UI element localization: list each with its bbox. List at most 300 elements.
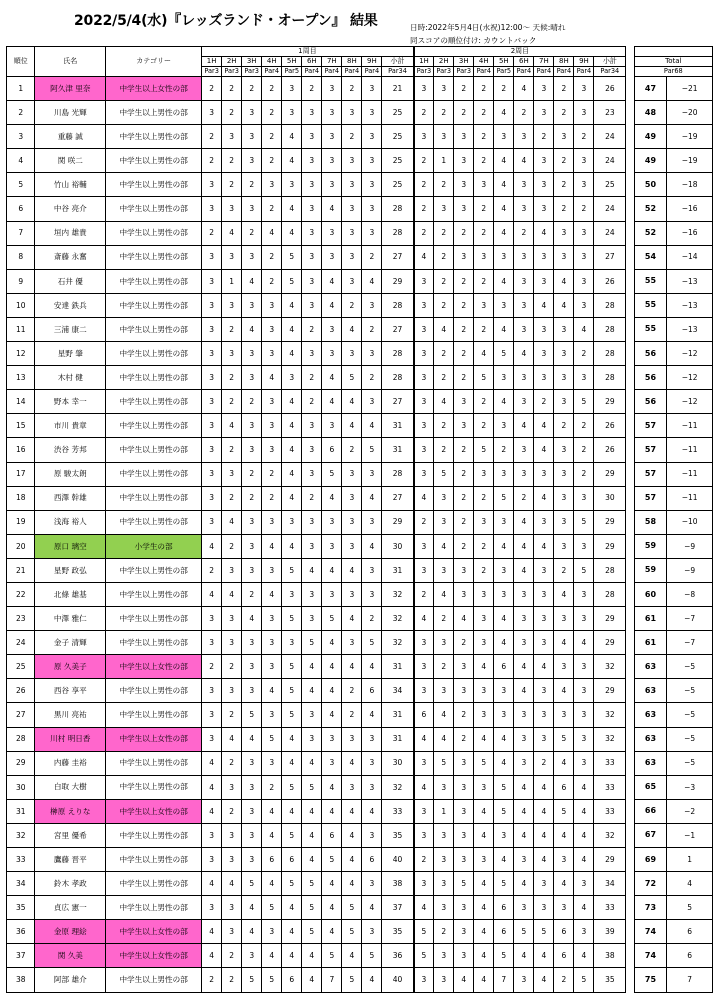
score-to-par: 4 (667, 872, 713, 896)
total-score: 63 (634, 679, 667, 703)
round2-hole-score: 6 (494, 896, 514, 920)
round1-hole-score: 3 (322, 751, 342, 775)
round2-hole-score: 4 (554, 631, 574, 655)
round2-hole-score: 2 (574, 197, 594, 221)
round2-hole-score: 4 (514, 679, 534, 703)
round2-hole-score: 2 (454, 510, 474, 534)
round2-hole-score: 4 (474, 823, 494, 847)
round2-hole-score: 3 (454, 582, 474, 606)
round1-hole-score: 3 (302, 510, 322, 534)
par-header: Par3 (242, 67, 262, 77)
score-to-par: −1 (667, 823, 713, 847)
round2-hole-score: 3 (554, 390, 574, 414)
gap-cell (626, 920, 634, 944)
gap-cell (626, 197, 634, 221)
round2-hole-score: 3 (534, 679, 554, 703)
player-category: 中学生以上男性の部 (106, 438, 202, 462)
round2-subtotal: 26 (594, 269, 626, 293)
round1-subtotal: 29 (382, 269, 414, 293)
player-category: 中学生以上男性の部 (106, 342, 202, 366)
round1-hole-score: 3 (202, 510, 222, 534)
round1-hole-score: 3 (242, 558, 262, 582)
round2-hole-score: 4 (494, 534, 514, 558)
round2-hole-score: 3 (434, 823, 454, 847)
round1-hole-score: 5 (362, 438, 382, 462)
round1-hole-score: 3 (262, 920, 282, 944)
round1-hole-score: 3 (342, 342, 362, 366)
round1-hole-score: 4 (362, 414, 382, 438)
round1-hole-score: 2 (362, 245, 382, 269)
round1-hole-score: 2 (222, 534, 242, 558)
round2-hole-score: 2 (434, 366, 454, 390)
round1-hole-score: 3 (322, 414, 342, 438)
total-score: 57 (634, 414, 667, 438)
round1-hole-score: 3 (322, 510, 342, 534)
round2-hole-score: 3 (514, 727, 534, 751)
round1-hole-score: 3 (202, 366, 222, 390)
name-header: 氏名 (35, 47, 106, 77)
round2-hole-score: 3 (494, 366, 514, 390)
total-score: 63 (634, 703, 667, 727)
round1-hole-score: 3 (202, 631, 222, 655)
round1-hole-score: 2 (222, 799, 242, 823)
round2-hole-score: 3 (554, 438, 574, 462)
total-score: 63 (634, 727, 667, 751)
subtotal-header: 小計 (382, 57, 414, 67)
category-header: カテゴリー (106, 47, 202, 77)
round2-hole-score: 3 (574, 173, 594, 197)
score-to-par: 5 (667, 896, 713, 920)
round1-subtotal: 40 (382, 848, 414, 872)
score-to-par: −2 (667, 799, 713, 823)
total-score: 65 (634, 775, 667, 799)
round2-hole-score: 3 (434, 872, 454, 896)
round2-hole-score: 3 (514, 607, 534, 631)
rank-cell: 7 (7, 221, 35, 245)
round2-hole-score: 4 (414, 607, 434, 631)
round2-hole-score: 2 (434, 414, 454, 438)
round1-hole-score: 2 (262, 269, 282, 293)
round2-hole-score: 4 (434, 317, 454, 341)
round2-hole-score: 5 (474, 366, 494, 390)
round2-hole-score: 3 (534, 149, 554, 173)
round2-subtotal: 32 (594, 727, 626, 751)
gap-cell (626, 462, 634, 486)
round1-hole-score: 2 (222, 968, 242, 992)
gap-cell (626, 293, 634, 317)
gap-cell (626, 631, 634, 655)
round2-hole-score: 3 (554, 317, 574, 341)
round1-hole-score: 3 (342, 534, 362, 558)
player-row (7, 751, 713, 775)
round1-hole-score: 2 (262, 125, 282, 149)
round1-hole-score: 7 (322, 968, 342, 992)
round1-hole-score: 2 (302, 366, 322, 390)
round2-hole-score: 4 (534, 221, 554, 245)
round1-subtotal: 27 (382, 317, 414, 341)
round1-hole-score: 2 (222, 486, 242, 510)
round1-hole-score: 2 (262, 462, 282, 486)
results-body (7, 47, 713, 993)
round2-hole-score: 2 (574, 414, 594, 438)
round2-hole-score: 4 (534, 823, 554, 847)
round1-hole-score: 5 (282, 269, 302, 293)
round1-hole-score: 3 (222, 293, 242, 317)
round1-hole-score: 2 (362, 607, 382, 631)
player-name: 浅海 裕人 (35, 510, 106, 534)
round2-hole-score: 3 (554, 125, 574, 149)
round2-hole-score: 3 (454, 149, 474, 173)
round2-hole-score: 2 (474, 558, 494, 582)
round1-hole-score: 2 (302, 486, 322, 510)
player-row (7, 173, 713, 197)
round1-hole-score: 4 (202, 799, 222, 823)
rank-header: 順位 (7, 47, 35, 77)
round1-hole-score: 5 (302, 872, 322, 896)
score-to-par: −3 (667, 775, 713, 799)
round2-hole-score: 5 (494, 872, 514, 896)
round2-hole-score: 4 (494, 631, 514, 655)
round1-hole-score: 3 (242, 342, 262, 366)
round2-hole-score: 3 (474, 293, 494, 317)
par-header: Par3 (434, 67, 454, 77)
round2-hole-score: 3 (434, 510, 454, 534)
round1-hole-score: 5 (322, 944, 342, 968)
round2-hole-score: 4 (434, 582, 454, 606)
score-to-par: −5 (667, 703, 713, 727)
round1-subtotal: 28 (382, 462, 414, 486)
round2-hole-score: 4 (474, 944, 494, 968)
round2-hole-score: 4 (554, 823, 574, 847)
round1-hole-score: 5 (282, 775, 302, 799)
gap-cell (626, 751, 634, 775)
round2-subtotal: 28 (594, 293, 626, 317)
round2-hole-score: 4 (574, 848, 594, 872)
round2-hole-score: 2 (534, 125, 554, 149)
player-row (7, 462, 713, 486)
round1-hole-score: 1 (222, 269, 242, 293)
round2-hole-score: 2 (494, 438, 514, 462)
round1-hole-score: 2 (342, 293, 362, 317)
player-name: 垣内 雄貴 (35, 221, 106, 245)
round1-hole-score: 4 (342, 848, 362, 872)
total-score: 54 (634, 245, 667, 269)
round1-hole-score: 4 (322, 631, 342, 655)
round1-hole-score: 3 (222, 679, 242, 703)
round1-hole-score: 4 (262, 221, 282, 245)
round2-hole-score: 3 (534, 342, 554, 366)
round2-hole-score: 3 (554, 896, 574, 920)
round1-hole-score: 3 (362, 342, 382, 366)
player-row (7, 920, 713, 944)
round2-subtotal: 24 (594, 149, 626, 173)
total-score: 72 (634, 872, 667, 896)
round1-hole-score: 5 (302, 631, 322, 655)
round2-hole-score: 2 (414, 221, 434, 245)
round1-subtotal: 25 (382, 101, 414, 125)
score-to-par: 1 (667, 848, 713, 872)
round1-hole-score: 4 (262, 679, 282, 703)
round2-hole-score: 3 (574, 751, 594, 775)
round2-hole-score: 3 (514, 462, 534, 486)
round2-hole-score: 4 (574, 896, 594, 920)
round2-hole-score: 4 (514, 534, 534, 558)
player-name: 星野 肇 (35, 342, 106, 366)
round2-hole-score: 3 (414, 679, 434, 703)
gap-cell (626, 125, 634, 149)
round2-hole-score: 3 (474, 245, 494, 269)
gap-cell (626, 221, 634, 245)
round2-hole-score: 3 (414, 823, 434, 847)
round1-hole-score: 3 (242, 679, 262, 703)
round2-hole-score: 4 (534, 438, 554, 462)
rank-cell: 31 (7, 799, 35, 823)
gap-cell (626, 896, 634, 920)
round1-hole-score: 3 (282, 366, 302, 390)
player-name: 星野 政弘 (35, 558, 106, 582)
round1-hole-score: 3 (302, 197, 322, 221)
player-row (7, 534, 713, 558)
round1-hole-score: 4 (302, 823, 322, 847)
player-name: 北條 雄基 (35, 582, 106, 606)
round1-hole-score: 5 (342, 366, 362, 390)
round1-hole-score: 4 (342, 317, 362, 341)
round2-hole-score: 2 (454, 366, 474, 390)
rank-cell: 27 (7, 703, 35, 727)
round1-hole-score: 4 (282, 799, 302, 823)
round2-hole-score: 5 (554, 799, 574, 823)
rank-cell: 37 (7, 944, 35, 968)
round1-hole-score: 6 (322, 823, 342, 847)
round1-hole-score: 3 (202, 462, 222, 486)
round1-hole-score: 4 (222, 727, 242, 751)
player-category: 中学生以上男性の部 (106, 510, 202, 534)
round1-subtotal: 31 (382, 703, 414, 727)
round1-hole-score: 3 (302, 149, 322, 173)
player-category: 中学生以上男性の部 (106, 486, 202, 510)
player-row (7, 872, 713, 896)
score-to-par: −7 (667, 607, 713, 631)
total-score: 55 (634, 317, 667, 341)
player-row (7, 197, 713, 221)
round2-hole-score: 4 (514, 414, 534, 438)
total-score: 55 (634, 269, 667, 293)
round1-hole-score: 4 (302, 944, 322, 968)
player-category: 中学生以上女性の部 (106, 920, 202, 944)
player-row (7, 582, 713, 606)
player-category: 中学生以上女性の部 (106, 77, 202, 101)
round2-hole-score: 2 (454, 101, 474, 125)
hole-header: 5H (494, 57, 514, 67)
round1-hole-score: 5 (242, 872, 262, 896)
rank-cell: 38 (7, 968, 35, 992)
round2-hole-score: 4 (554, 582, 574, 606)
hole-header: 2H (434, 57, 454, 67)
round1-hole-score: 2 (222, 390, 242, 414)
round2-hole-score: 3 (534, 872, 554, 896)
round1-hole-score: 2 (222, 944, 242, 968)
round2-hole-score: 4 (514, 872, 534, 896)
score-to-par: −12 (667, 342, 713, 366)
round2-hole-score: 3 (434, 486, 454, 510)
score-to-par: −9 (667, 558, 713, 582)
round2-hole-score: 3 (454, 751, 474, 775)
round2-hole-score: 3 (414, 269, 434, 293)
hole-header: 5H (282, 57, 302, 67)
round1-hole-score: 3 (362, 582, 382, 606)
round1-hole-score: 3 (222, 342, 242, 366)
round1-hole-score: 4 (282, 414, 302, 438)
round2-hole-score: 3 (574, 366, 594, 390)
player-category: 中学生以上男性の部 (106, 317, 202, 341)
round2-hole-score: 6 (554, 775, 574, 799)
round2-hole-score: 3 (414, 968, 434, 992)
round1-hole-score: 4 (322, 197, 342, 221)
player-row (7, 968, 713, 992)
round2-hole-score: 3 (434, 968, 454, 992)
round1-hole-score: 4 (302, 799, 322, 823)
rank-cell: 6 (7, 197, 35, 221)
hole-header: 6H (302, 57, 322, 67)
round2-hole-score: 3 (514, 968, 534, 992)
player-name: 中谷 亮介 (35, 197, 106, 221)
round2-hole-score: 2 (474, 317, 494, 341)
round1-hole-score: 3 (302, 125, 322, 149)
round1-hole-score: 5 (262, 896, 282, 920)
rank-cell: 24 (7, 631, 35, 655)
round2-hole-score: 3 (434, 558, 454, 582)
score-to-par: −21 (667, 77, 713, 101)
round1-hole-score: 3 (202, 293, 222, 317)
round1-hole-score: 2 (202, 149, 222, 173)
round1-hole-score: 3 (342, 269, 362, 293)
round2-hole-score: 2 (474, 414, 494, 438)
round2-hole-score: 3 (434, 944, 454, 968)
round1-hole-score: 3 (322, 125, 342, 149)
gap-cell (626, 679, 634, 703)
round1-subtotal: 30 (382, 534, 414, 558)
round2-hole-score: 2 (434, 342, 454, 366)
round1-subtotal: 32 (382, 607, 414, 631)
round1-hole-score: 4 (262, 944, 282, 968)
round2-hole-score: 3 (454, 197, 474, 221)
round2-subtotal: 29 (594, 462, 626, 486)
round1-hole-score: 2 (242, 221, 262, 245)
round2-hole-score: 3 (574, 269, 594, 293)
round2-hole-score: 3 (534, 631, 554, 655)
round2-hole-score: 5 (574, 510, 594, 534)
round1-hole-score: 5 (282, 872, 302, 896)
round2-subtotal: 39 (594, 920, 626, 944)
round1-subtotal: 29 (382, 510, 414, 534)
round1-hole-score: 3 (202, 342, 222, 366)
round1-hole-score: 2 (222, 751, 242, 775)
round1-hole-score: 4 (322, 775, 342, 799)
round2-hole-score: 3 (434, 125, 454, 149)
round1-hole-score: 4 (342, 414, 362, 438)
player-name: 阿部 雄介 (35, 968, 106, 992)
round2-hole-score: 3 (554, 245, 574, 269)
round2-hole-score: 4 (494, 751, 514, 775)
round1-subtotal: 31 (382, 727, 414, 751)
round1-subtotal: 25 (382, 125, 414, 149)
round1-hole-score: 4 (342, 655, 362, 679)
round1-hole-score: 4 (282, 125, 302, 149)
round1-hole-score: 3 (362, 510, 382, 534)
round1-hole-score: 4 (222, 510, 242, 534)
round2-subtotal: 24 (594, 125, 626, 149)
round1-hole-score: 5 (322, 607, 342, 631)
round2-hole-score: 6 (554, 944, 574, 968)
score-to-par: −5 (667, 679, 713, 703)
gap-cell (626, 775, 634, 799)
round1-hole-score: 3 (342, 173, 362, 197)
gap-cell (626, 534, 634, 558)
round1-subtotal: 40 (382, 968, 414, 992)
round1-hole-score: 2 (202, 221, 222, 245)
hole-header: 7H (534, 57, 554, 67)
round2-hole-score: 3 (574, 679, 594, 703)
round2-hole-score: 3 (574, 582, 594, 606)
round1-subtotal: 21 (382, 77, 414, 101)
round2-hole-score: 3 (454, 558, 474, 582)
gap-cell (626, 390, 634, 414)
round2-hole-score: 4 (514, 799, 534, 823)
round2-hole-score: 2 (434, 245, 454, 269)
round1-hole-score: 4 (242, 896, 262, 920)
player-name: 三浦 康二 (35, 317, 106, 341)
round1-subtotal: 32 (382, 631, 414, 655)
round1-hole-score: 3 (362, 727, 382, 751)
round2-hole-score: 4 (554, 269, 574, 293)
score-to-par: 6 (667, 920, 713, 944)
player-row (7, 607, 713, 631)
player-name: 金子 清輝 (35, 631, 106, 655)
round1-hole-score: 4 (342, 607, 362, 631)
player-name: 渋谷 芳邦 (35, 438, 106, 462)
round2-hole-score: 4 (514, 775, 534, 799)
player-category: 中学生以上男性の部 (106, 293, 202, 317)
round2-hole-score: 2 (454, 438, 474, 462)
player-category: 中学生以上男性の部 (106, 679, 202, 703)
round2-subtotal: 38 (594, 944, 626, 968)
round1-hole-score: 3 (322, 317, 342, 341)
round2-hole-score: 2 (514, 101, 534, 125)
total-score: 50 (634, 173, 667, 197)
round1-hole-score: 3 (282, 510, 302, 534)
round1-hole-score: 3 (262, 438, 282, 462)
rank-cell: 34 (7, 872, 35, 896)
round2-hole-score: 4 (474, 920, 494, 944)
total-score: 74 (634, 944, 667, 968)
rank-cell: 8 (7, 245, 35, 269)
round2-hole-score: 3 (474, 582, 494, 606)
round1-hole-score: 3 (262, 342, 282, 366)
round2-hole-score: 3 (574, 101, 594, 125)
gap-cell (626, 558, 634, 582)
round1-subtotal: 36 (382, 944, 414, 968)
score-to-par: −5 (667, 655, 713, 679)
round1-hole-score: 3 (202, 823, 222, 847)
player-row (7, 221, 713, 245)
par-header: Par3 (414, 67, 434, 77)
round1-hole-score: 2 (222, 655, 242, 679)
round1-hole-score: 4 (302, 968, 322, 992)
round1-hole-score: 3 (262, 703, 282, 727)
round1-hole-score: 3 (362, 462, 382, 486)
round1-hole-score: 3 (262, 173, 282, 197)
round1-hole-score: 4 (202, 582, 222, 606)
